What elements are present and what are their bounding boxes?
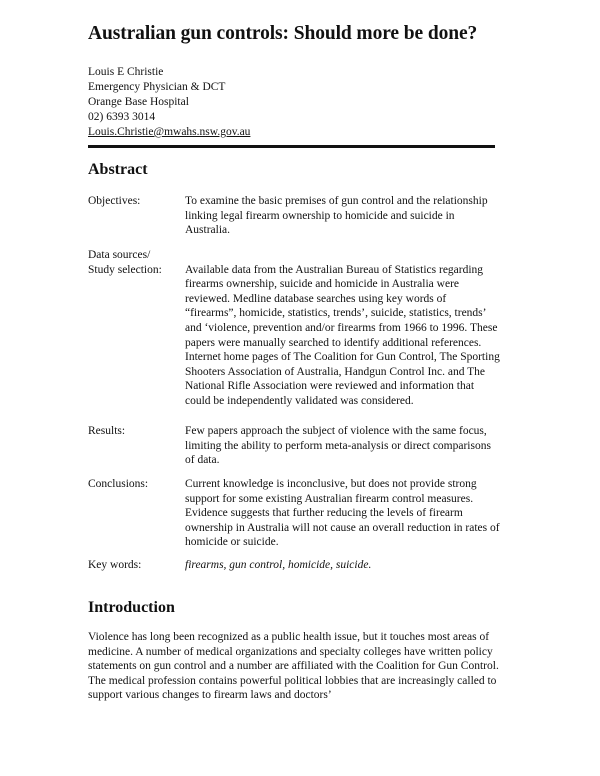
- author-block: [88, 65, 250, 140]
- data-sources-text: Available data from the Australian Bureau of Statistics regarding firearms ownership, suicide and homicide in Australia were reviewed. Medline database searches using key words of “firearms”, homicide, statistics, trends’, suicide, statistics, trends’ and ‘violence, prevention and/or firearms from 1966 to 1996. These papers were manually searched to identify additional references. Internet home pages of The Coalition for Gun Control, The Sporting Shooters Association of Australia, Handgun Control Inc. and The National Rifle Association were reviewed and information that could be independently validated was considered.: [185, 263, 500, 407]
- key-words-text: firearms, gun control, homicide, suicide.: [185, 559, 372, 571]
- author-institution: Orange Base Hospital: [88, 96, 189, 108]
- conclusions-text: Current knowledge is inconclusive, but does not provide strong support for some existing Australian firearm control measures. Evidence suggests that further reducing the levels of firearm ownership in Australia will not cause an overall reduction in rates of homicide or suicide.: [185, 478, 500, 549]
- data-sources-label-line1: Data sources/: [88, 249, 151, 261]
- key-words-label: Key words:: [88, 559, 142, 571]
- conclusions-label: Conclusions:: [88, 478, 149, 490]
- author-phone: 02) 6393 3014: [88, 111, 156, 123]
- section-divider: [88, 145, 495, 148]
- abstract-heading: Abstract: [88, 161, 148, 178]
- author-position: Emergency Physician & DCT: [88, 81, 226, 93]
- introduction-paragraph: Violence has long been recognized as a public health issue, but it touches most areas of medicine. A number of medical organizations and specialty colleges have written policy statements on gun control and a number are affiliated with the Coalition for Gun Control. The medical profession contains powerful political lobbies that are increasingly called to support various changes to firearm laws and doctors’: [88, 631, 499, 702]
- data-sources-label-line2: Study selection:: [88, 263, 162, 276]
- data-sources-label: [88, 248, 184, 277]
- objectives-text: To examine the basic premises of gun control and the relationship linking legal firearm ownership to homicide and suicide in Australia.: [185, 195, 488, 237]
- paper-title: Australian gun controls: Should more be done?: [88, 23, 478, 44]
- author-email-link[interactable]: Louis.Christie@mwahs.nsw.gov.au: [88, 126, 251, 138]
- introduction-heading: Introduction: [88, 599, 175, 616]
- results-text: Few papers approach the subject of violence with the same focus, limiting the ability to perform meta-analysis or direct comparisons of data.: [185, 425, 491, 467]
- results-label: Results:: [88, 425, 126, 437]
- author-name: Louis E Christie: [88, 66, 164, 78]
- objectives-label: Objectives:: [88, 195, 141, 207]
